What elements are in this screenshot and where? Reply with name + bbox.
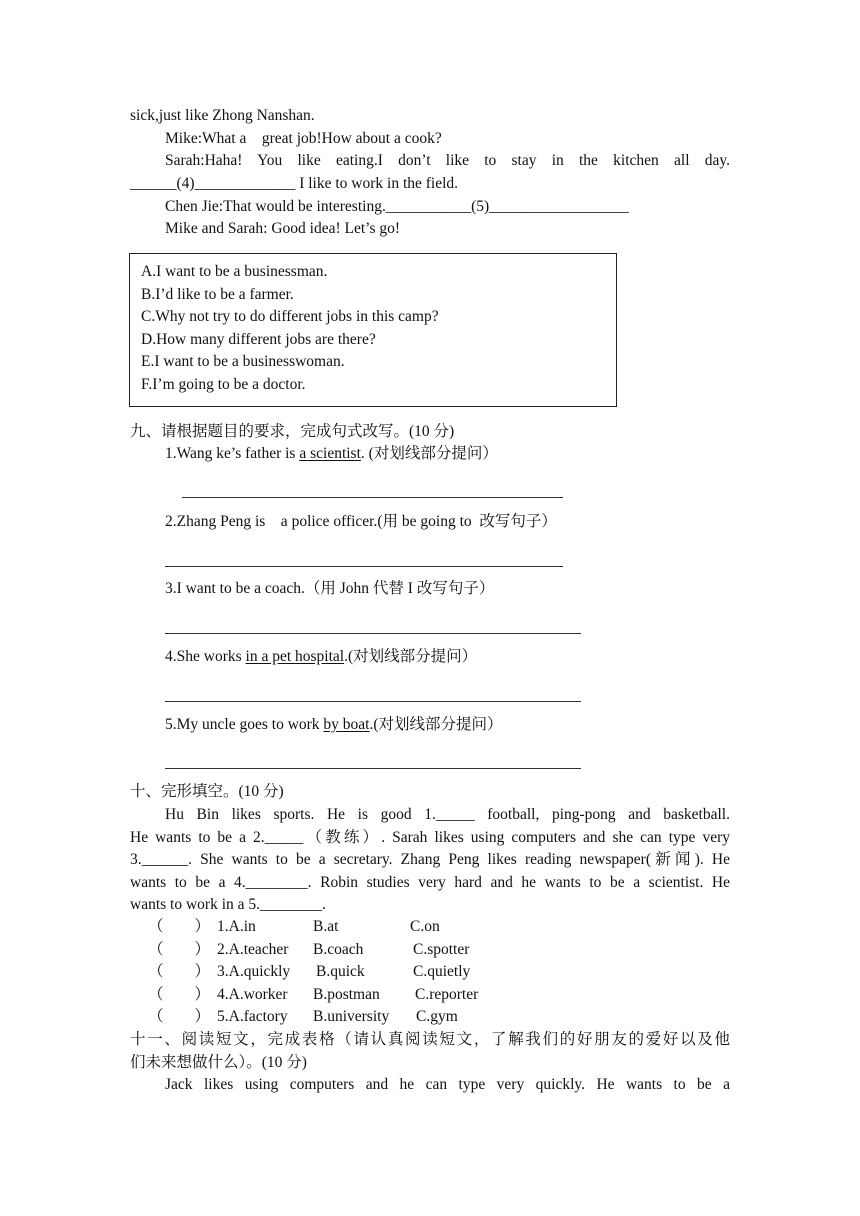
question-instruction: . (对划线部分提问）: [360, 445, 498, 462]
choice-b: B.quick: [316, 963, 365, 980]
choice-b: B.coach: [313, 941, 364, 958]
choice-a: 4.A.worker: [217, 986, 288, 1003]
options-box: [129, 253, 617, 407]
dialogue-line: sick,just like Zhong Nanshan.: [130, 107, 315, 124]
dialogue-line: Sarah:Haha! You like eating.I don’t like to stay in the kitchen all day.: [165, 152, 730, 169]
question-text: 4.She works: [165, 648, 246, 665]
section-heading: 九、请根据题目的要求，完成句式改写。(10 分): [130, 423, 455, 440]
reading-paragraph-line: Jack likes using computers and he can type very quickly. He wants to be a: [165, 1076, 730, 1093]
option-item: B.I’d like to be a farmer.: [141, 286, 294, 303]
underlined-phrase: in a pet hospital: [245, 648, 345, 665]
cloze-paragraph-line: Hu Bin likes sports. He is good 1._____ football, ping-pong and basketball.: [165, 806, 730, 823]
choice-a: 5.A.factory: [217, 1008, 288, 1025]
cloze-paragraph-line: He wants to be a 2._____（教练）. Sarah likes using computers and she can type very: [130, 829, 730, 846]
rewrite-question: 2.Zhang Peng is a police officer.(用 be going to 改写句子）: [165, 513, 557, 530]
section-heading: 十一、阅读短文，完成表格（请认真阅读短文，了解我们的好朋友的爱好以及他: [130, 1031, 730, 1048]
rewrite-question: [165, 647, 477, 667]
rewrite-question: 3.I want to be a coach.（用 John 代替 I 改写句子）: [165, 580, 495, 597]
choice-a: 2.A.teacher: [217, 941, 289, 958]
option-item: F.I’m going to be a doctor.: [141, 376, 306, 393]
answer-parentheses[interactable]: （ ）: [148, 986, 211, 1003]
question-text: 5.My uncle goes to work: [165, 716, 324, 733]
choice-b: B.at: [313, 918, 339, 935]
option-item: D.How many different jobs are there?: [141, 331, 376, 348]
question-instruction: .(对划线部分提问）: [344, 648, 478, 665]
section-heading: 十、完形填空。(10 分): [130, 783, 284, 800]
answer-line[interactable]: [165, 701, 581, 702]
dialogue-blank-line: Chen Jie:That would be interesting.___________(5)__________________: [165, 198, 629, 215]
answer-line[interactable]: [182, 497, 563, 498]
choice-c: C.on: [410, 918, 440, 935]
answer-parentheses[interactable]: （ ）: [148, 941, 211, 958]
answer-parentheses[interactable]: （ ）: [148, 963, 211, 980]
answer-line[interactable]: [165, 566, 563, 567]
choice-b: B.university: [313, 1008, 390, 1025]
option-item: A.I want to be a businessman.: [141, 263, 328, 280]
underlined-phrase: a scientist: [299, 445, 361, 462]
option-item: E.I want to be a businesswoman.: [141, 353, 345, 370]
choice-c: C.reporter: [415, 986, 479, 1003]
dialogue-line: Mike:What a great job!How about a cook?: [165, 130, 442, 147]
cloze-paragraph-line: wants to work in a 5.________.: [130, 896, 326, 913]
choice-a: 1.A.in: [217, 918, 256, 935]
answer-line[interactable]: [165, 633, 581, 634]
choice-c: C.gym: [416, 1008, 458, 1025]
answer-line[interactable]: [165, 768, 581, 769]
rewrite-question: [165, 444, 498, 464]
rewrite-question: [165, 715, 503, 735]
cloze-paragraph-line: 3.______. She wants to be a secretary. Zhang Peng likes reading newspaper(新闻). He: [130, 851, 730, 868]
question-text: 1.Wang ke’s father is: [165, 445, 300, 462]
answer-parentheses[interactable]: （ ）: [148, 918, 211, 935]
option-item: C.Why not try to do different jobs in this camp?: [141, 308, 439, 325]
underlined-phrase: by boat: [323, 716, 370, 733]
answer-parentheses[interactable]: （ ）: [148, 1008, 211, 1025]
cloze-paragraph-line: wants to be a 4.________. Robin studies very hard and he wants to be a scientist. He: [130, 874, 730, 891]
choice-a: 3.A.quickly: [217, 963, 291, 980]
choice-c: C.quietly: [413, 963, 471, 980]
dialogue-line: Mike and Sarah: Good idea! Let’s go!: [165, 220, 401, 237]
choice-b: B.postman: [313, 986, 380, 1003]
section-heading-continued: 们未来想做什么）。(10 分): [130, 1054, 307, 1071]
question-instruction: .(对划线部分提问）: [369, 716, 503, 733]
choice-c: C.spotter: [413, 941, 470, 958]
dialogue-blank-line: ______(4)_____________ I like to work in the field.: [130, 175, 459, 192]
